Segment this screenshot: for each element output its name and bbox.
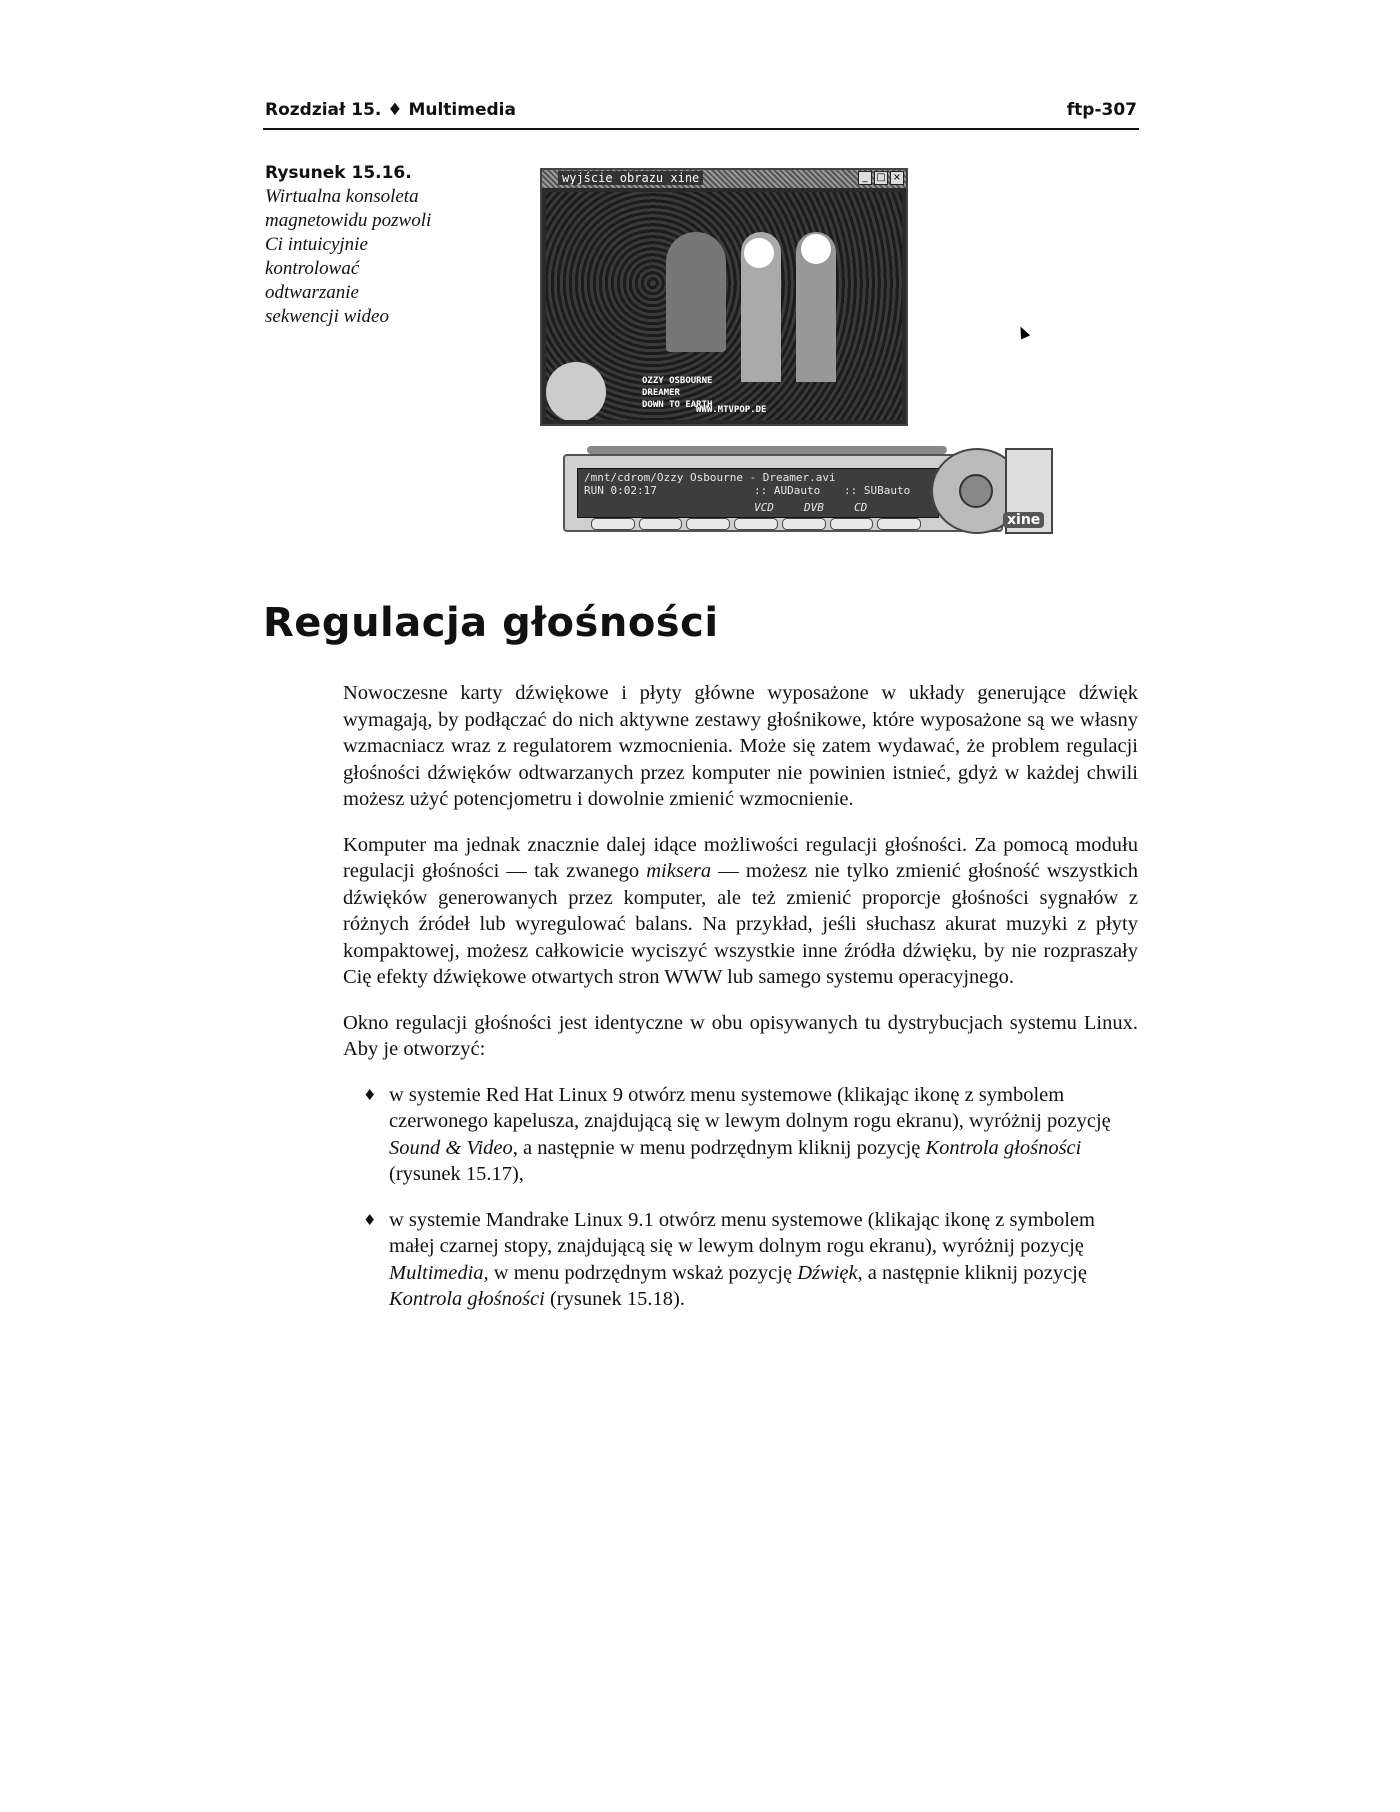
emphasis: miksera [646, 860, 712, 882]
text-run: w systemie Mandrake Linux 9.1 otwórz menu systemowe (klikając ikonę z symbolem małej czarnej stopy, znajdującą się w lewym dolnym rogu ekranu), wyróżnij pozycję [389, 1208, 1095, 1257]
video-light [744, 238, 774, 268]
body-text [343, 680, 1138, 1332]
text-run: w systemie Red Hat Linux 9 otwórz menu systemowe (klikając ikonę z symbolem czerwonego kapelusza, znajdującą się w lewym dolnym rogu ekranu), wyróżnij pozycję [389, 1083, 1111, 1132]
subtitle-channel[interactable]: :: SUBauto [844, 484, 911, 497]
text-run: , a następnie kliknij pozycję [857, 1261, 1087, 1284]
paragraph: Okno regulacji głośności jest identyczne w obu opisywanych tu dystrybucjach systemu Linux. Aby je otworzyć: [343, 1011, 1138, 1060]
video-output-window [540, 168, 908, 426]
figure-number: Rysunek 15.16. [265, 163, 412, 183]
transport-button[interactable] [591, 518, 635, 530]
xine-control-panel [563, 446, 1055, 538]
transport-buttons [591, 518, 921, 530]
source-dvb-button[interactable]: DVB [804, 501, 824, 514]
figure-caption-text: Wirtualna konsoleta magnetowidu pozwoli Ci intuicyjnie kontrolować odtwarzanie sekwencji wideo [265, 186, 432, 327]
list-item [343, 1082, 1138, 1188]
seek-slider[interactable] [587, 446, 947, 454]
overlay-line: OZZY OSBOURNE [642, 376, 713, 386]
paragraph: Nowoczesne karty dźwiękowe i płyty główne wyposażone w układy generujące dźwięk wymagają, by podłączać do nich aktywne zestawy głośnikowe, które wyposażone są we własny wzmacniacz wraz z regulatorem wzmocnienia. Może się zatem wydawać, że problem regulacji głośności dźwięków odtwarzanych przez komputer nie powinien istnieć, gdyż w każdej chwili możesz użyć potencjometru i dowolnie zmienić wzmocnienie. [343, 682, 1138, 810]
video-frame[interactable] [546, 192, 902, 420]
emphasis: Multimedia [389, 1261, 484, 1284]
video-figure [666, 232, 726, 352]
chapter-title: Rozdział 15. ♦ Multimedia [265, 100, 516, 120]
cd-logo-icon [546, 362, 606, 420]
source-cd-button[interactable]: CD [854, 501, 868, 514]
page-number: ftp-307 [1066, 100, 1137, 120]
transport-button[interactable] [830, 518, 874, 530]
minimize-icon[interactable]: _ [858, 171, 872, 185]
running-header [263, 98, 1139, 130]
figure-caption [265, 163, 445, 329]
section-heading: Regulacja głośności [263, 600, 719, 646]
text-run: , w menu podrzędnym wskaż pozycję [483, 1261, 798, 1284]
play-button[interactable] [959, 474, 993, 508]
video-overlay-url: WWW.MTVPOP.DE [696, 405, 767, 415]
emphasis: Sound & Video [389, 1136, 513, 1159]
video-light [801, 234, 831, 264]
text-run: Komputer ma jednak znacznie dalej idące możliwości regulacji głośności. Za pomocą modułu regulacji głośności — tak zwanego [343, 833, 1138, 882]
source-vcd-button[interactable]: VCD [754, 501, 774, 514]
maximize-icon[interactable]: □ [874, 171, 888, 185]
close-icon[interactable]: × [890, 171, 904, 185]
audio-channel[interactable]: :: AUDauto [754, 484, 821, 497]
mouse-pointer-icon [1016, 324, 1030, 339]
transport-button[interactable] [686, 518, 730, 530]
transport-button[interactable] [639, 518, 683, 530]
transport-button[interactable] [877, 518, 921, 530]
overlay-line: DOWN TO EARTH [642, 400, 713, 410]
playback-time: RUN 0:02:17 [584, 484, 657, 497]
video-window-title: wyjście obrazu xine [558, 171, 703, 185]
xine-logo: xine [1003, 512, 1044, 528]
panel-display [577, 468, 939, 518]
text-run: , a następnie w menu podrzędnym kliknij pozycję [512, 1136, 926, 1159]
text-run: (rysunek 15.18). [544, 1288, 685, 1310]
list-item [343, 1207, 1138, 1313]
current-file-path: /mnt/cdrom/Ozzy Osbourne - Dreamer.avi [584, 471, 836, 484]
emphasis: Kontrola głośności [389, 1288, 545, 1310]
bullet-list [343, 1082, 1138, 1313]
emphasis: Kontrola głośności [925, 1136, 1082, 1159]
transport-button[interactable] [782, 518, 826, 530]
video-window-titlebar[interactable] [542, 170, 906, 188]
bullet-diamond-icon: ♦ [363, 1210, 377, 1229]
overlay-line: DREAMER [642, 388, 680, 398]
emphasis: Dźwięk [797, 1261, 858, 1284]
text-run: (rysunek 15.17), [389, 1163, 524, 1185]
paragraph [343, 832, 1138, 991]
transport-button[interactable] [734, 518, 778, 530]
text-run: — możesz nie tylko zmienić głośność wszystkich dźwięków generowanych przez komputer, ale też zmienić proporcje głośności sygnałów z różnych źródeł lub wyregulować balans. Na przykład, jeśli słuchasz akurat muzyki z płyty kompaktowej, możesz całkowicie wyciszyć wszystkie inne źródła dźwięku, by nie rozpraszały Cię efekty dźwiękowe otwartych stron WWW lub samego systemu operacyjnego. [343, 860, 1139, 988]
bullet-diamond-icon: ♦ [363, 1085, 377, 1104]
